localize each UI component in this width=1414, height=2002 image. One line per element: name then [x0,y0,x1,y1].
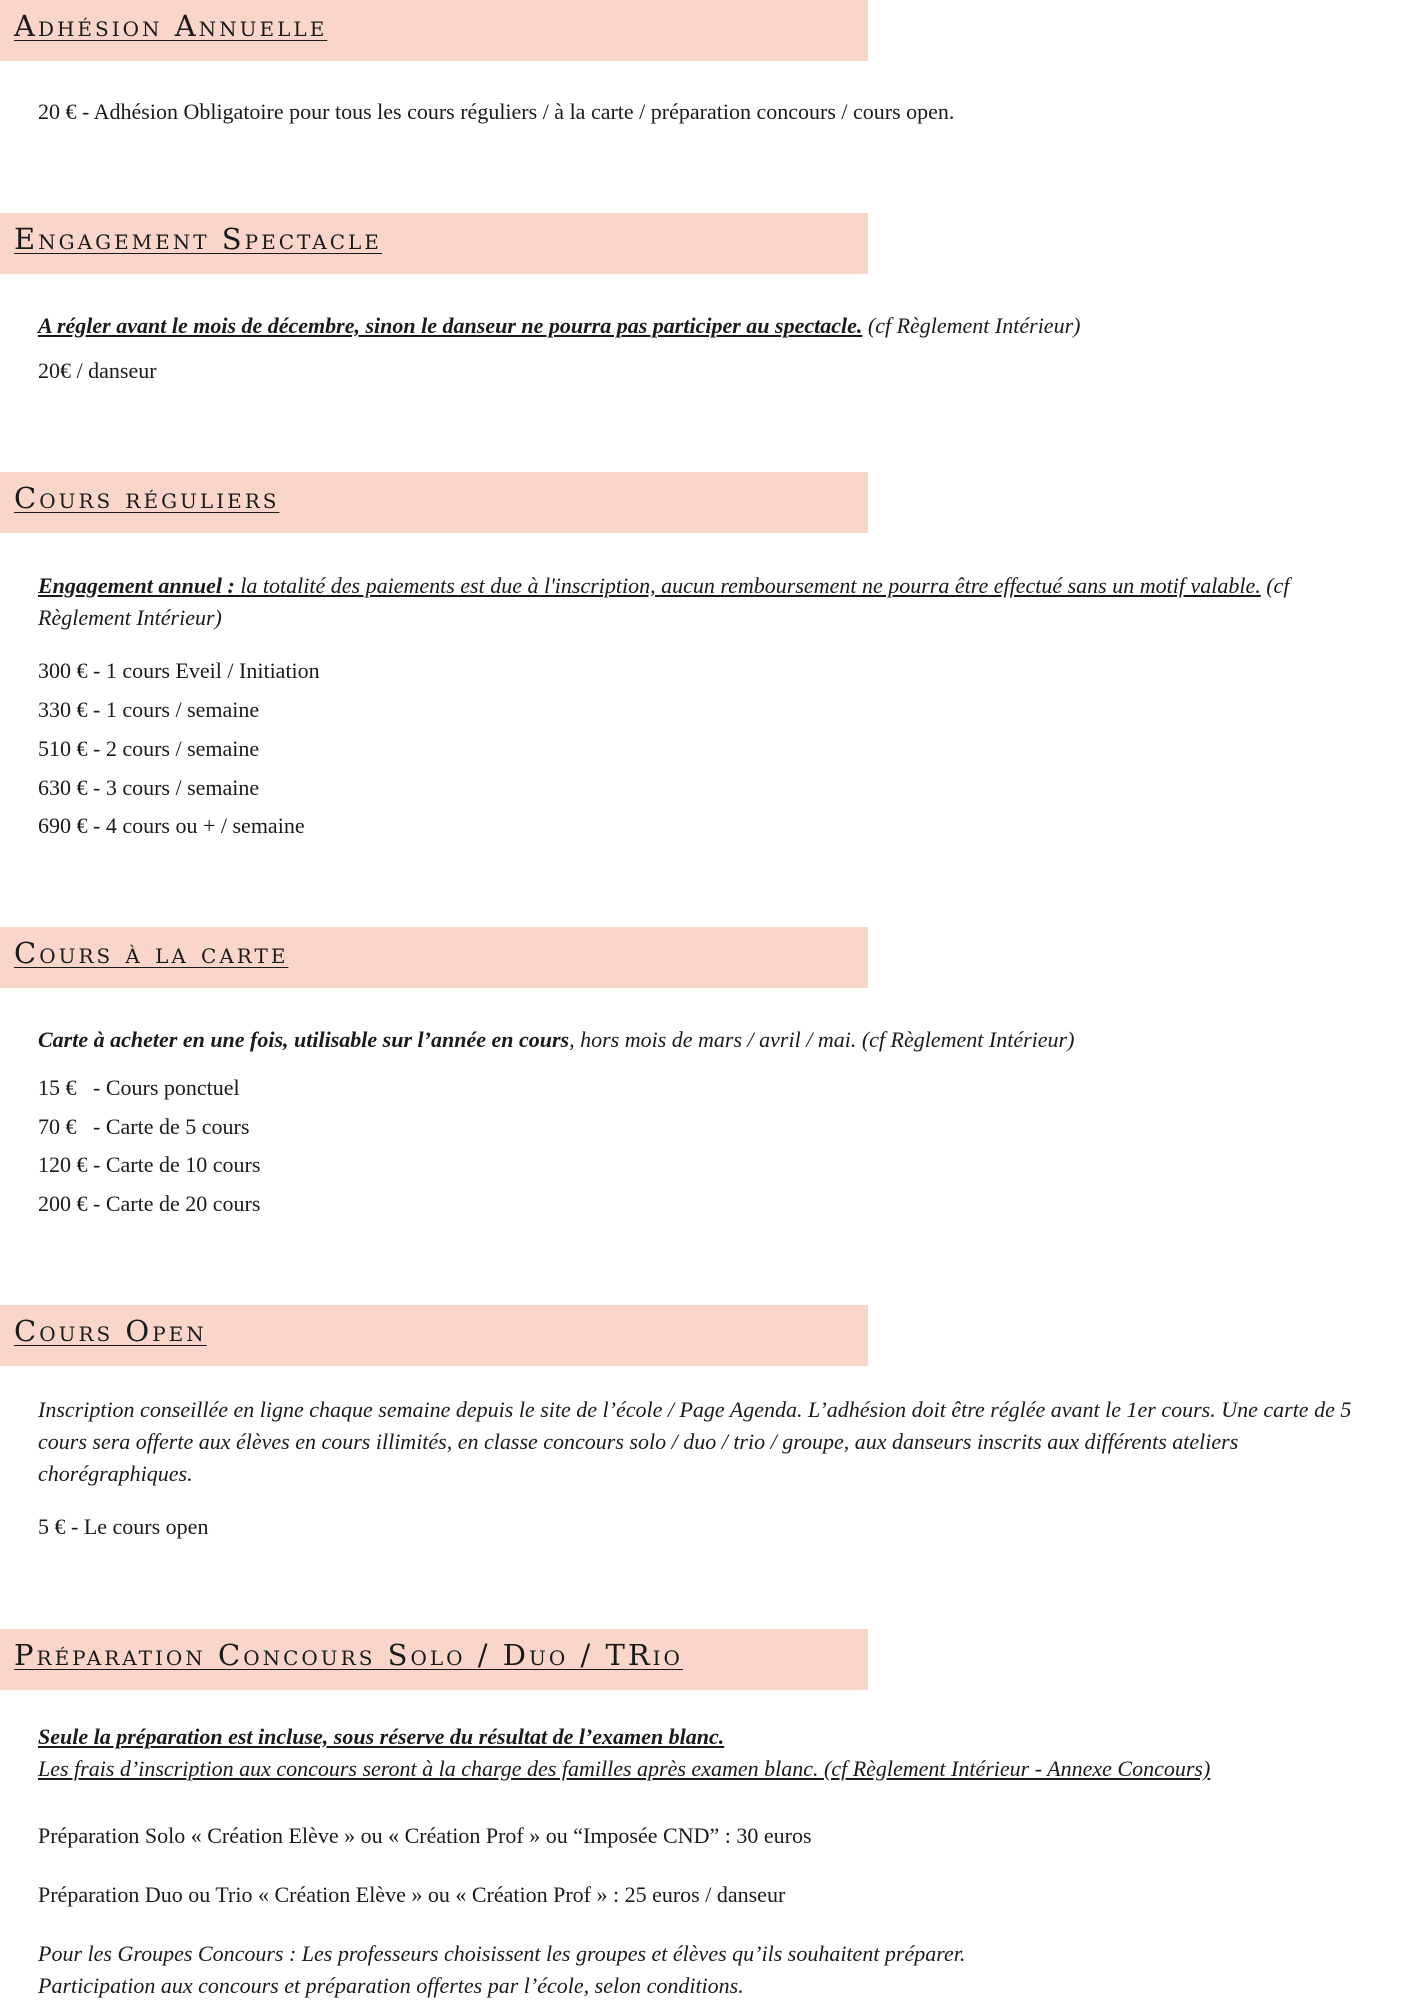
carte-price: 15 € - Cours ponctuel [38,1075,240,1100]
open-price: 5 € - Le cours open [38,1514,209,1539]
reguliers-note-italic: la totalité des paiements est due à l'inscription, aucun remboursement ne pourra être effectué sans un motif valable. [234,573,1261,598]
section-header-reguliers [0,472,868,533]
reguliers-price: 300 € - 1 cours Eveil / Initiation [38,658,320,683]
concours-note-line2: Les frais d’inscription aux concours seront à la charge des familles après examen blanc. (cf Règlement Intérieur - Annexe Concours) [38,1756,1211,1781]
engagement-price: 20€ / danseur [38,358,157,383]
engagement-note-ref: (cf Règlement Intérieur) [862,313,1081,338]
engagement-note [38,310,1374,342]
section-header-engagement [0,213,868,274]
reguliers-note-ref: (cf Règlement Intérieur) [38,573,1290,630]
concours-solo: Préparation Solo « Création Elève » ou « Création Prof » ou “Imposée CND” : 30 euros [38,1823,812,1848]
carte-note-bold: Carte à acheter en une fois, utilisable sur l’année en cours [38,1027,570,1052]
carte-note-italic: , hors mois de mars / avril / mai. (cf Règlement Intérieur) [569,1027,1075,1052]
reguliers-note-bold: Engagement annuel : [38,573,235,598]
section-header-concours [0,1629,868,1690]
carte-price: 200 € - Carte de 20 cours [38,1191,261,1216]
reguliers-price: 690 € - 4 cours ou + / semaine [38,813,305,838]
reguliers-price: 330 € - 1 cours / semaine [38,697,260,722]
concours-duo: Préparation Duo ou Trio « Création Elève » ou « Création Prof » : 25 euros / danseur [38,1882,786,1907]
section-header-open [0,1305,868,1366]
section-title-adhesion: Adhésion Annuelle [14,9,328,43]
section-header-adhesion [0,0,868,61]
section-title-open: Cours Open [14,1314,207,1348]
concours-groupes-line2: Participation aux concours et préparation offertes par l’école, selon conditions. [38,1973,744,1998]
concours-note-bold: Seule la préparation est incluse, sous réserve du résultat de l’examen blanc. [38,1724,725,1749]
concours-groupes-line1: Pour les Groupes Concours : Les professeurs choisissent les groupes et élèves qu’ils souhaitent préparer. [38,1941,966,1966]
engagement-note-bold: A régler avant le mois de décembre, sinon le danseur ne pourra pas participer au spectacle. [38,313,863,338]
carte-price: 70 € - Carte de 5 cours [38,1114,250,1139]
section-title-engagement: Engagement Spectacle [14,222,382,256]
reguliers-note [38,570,1374,634]
section-title-reguliers: Cours réguliers [14,481,280,515]
reguliers-price: 630 € - 3 cours / semaine [38,775,260,800]
adhesion-text: 20 € - Adhésion Obligatoire pour tous les cours réguliers / à la carte / préparation concours / cours open. [38,99,955,124]
section-header-carte [0,927,868,988]
carte-note [38,1024,1374,1056]
carte-price: 120 € - Carte de 10 cours [38,1152,261,1177]
section-title-carte: Cours à la carte [14,936,289,970]
reguliers-price: 510 € - 2 cours / semaine [38,736,260,761]
open-note: Inscription conseillée en ligne chaque semaine depuis le site de l’école / Page Agenda. L’adhésion doit être réglée avant le 1er cours. Une carte de 5 cours sera offerte aux élèves en cours illimités, en classe concours solo / duo / trio / groupe, aux danseurs inscrits aux différents ateliers chorégraphiques. [38,1397,1352,1486]
section-title-concours: Préparation Concours Solo / Duo / TRio [14,1638,683,1672]
